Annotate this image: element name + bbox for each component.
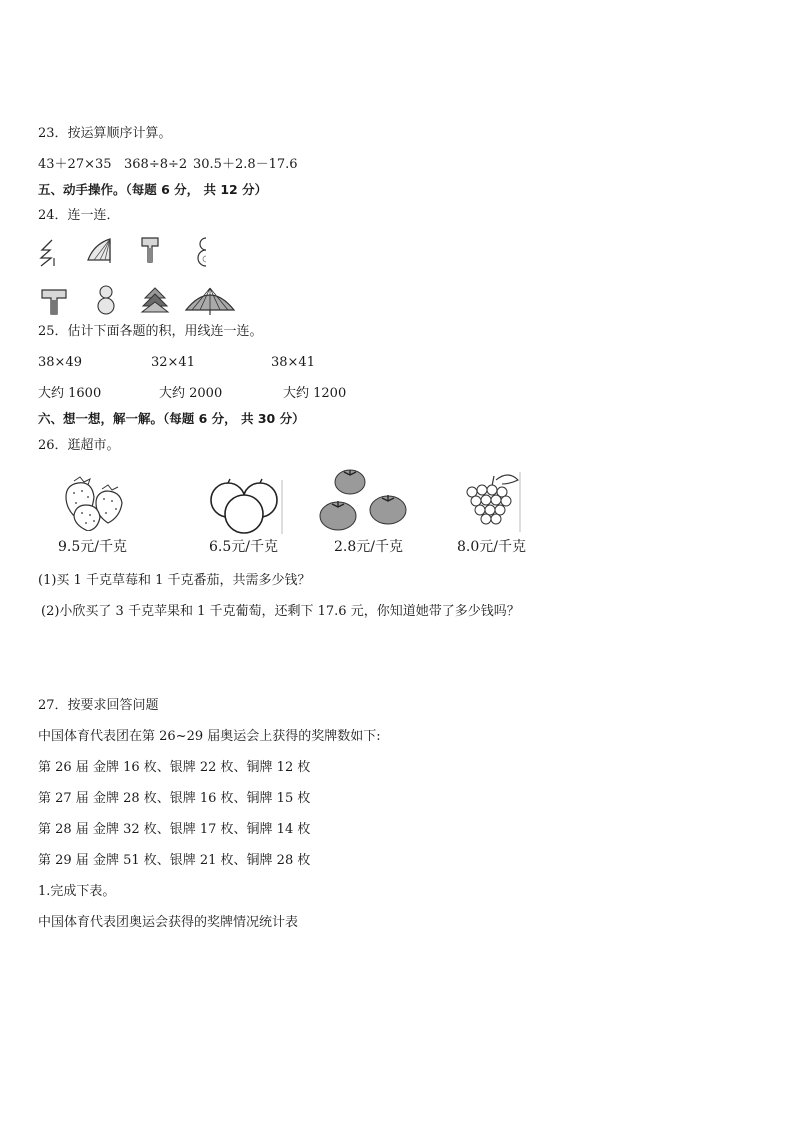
- strawberry-icon: [62, 475, 128, 531]
- grape-price: 8.0元/千克: [457, 539, 526, 555]
- q25-product-3: 38×41: [271, 355, 315, 370]
- q23-expression-2: 368÷8÷2: [124, 157, 188, 172]
- q24-title: 24．连一连．: [38, 208, 120, 223]
- q23-expression-3: 30.5＋2.8－17.6: [193, 157, 298, 172]
- half-tree-icon: [38, 238, 60, 268]
- apple-price: 6.5元/千克: [209, 539, 278, 555]
- q27-table-title: 中国体育代表团奥运会获得的奖牌情况统计表: [38, 915, 299, 930]
- q26-subquestion-1: (1)买 1 千克草莓和 1 千克番茄，共需多少钱？: [38, 573, 311, 588]
- tomato-price: 2.8元/千克: [334, 539, 403, 555]
- q25-product-1: 38×49: [38, 355, 82, 370]
- q27-intro: 中国体育代表团在第 26~29 届奥运会上获得的奖牌数如下:: [38, 729, 381, 744]
- section-5-heading: 五、动手操作。（每题 6 分， 共 12 分）: [38, 182, 268, 197]
- half-mushroom-icon: [140, 236, 162, 266]
- q25-product-2: 32×41: [151, 355, 195, 370]
- q26-subquestion-2: (2)小欣买了 3 千克苹果和 1 千克葡萄，还剩下 17.6 元，你知道她带了多少钱吗？: [41, 604, 520, 619]
- q27-line-26: 第 26 届 金牌 16 枚、银牌 22 枚、铜牌 12 枚: [38, 760, 311, 775]
- q23-expression-1: 43＋27×35: [38, 157, 112, 172]
- strawberry-price: 9.5元/千克: [58, 539, 127, 555]
- apple-icon: [206, 478, 286, 536]
- mushroom-icon: [40, 286, 68, 316]
- q27-line-28: 第 28 届 金牌 32 枚、银牌 17 枚、铜牌 14 枚: [38, 822, 311, 837]
- q27-task: 1.完成下表。: [38, 884, 116, 899]
- snowman-icon: [94, 284, 118, 316]
- tomato-icon: [318, 466, 410, 534]
- q27-line-27: 第 27 届 金牌 28 枚、银牌 16 枚、铜牌 15 枚: [38, 791, 311, 806]
- q26-title: 26．逛超市。: [38, 438, 120, 453]
- q27-line-29: 第 29 届 金牌 51 枚、银牌 21 枚、铜牌 28 枚: [38, 853, 311, 868]
- umbrella-icon: [184, 286, 236, 316]
- half-umbrella-icon: [86, 236, 114, 264]
- q25-title: 25．估计下面各题的积，用线连一连。: [38, 324, 263, 339]
- q23-title: 23．按运算顺序计算。: [38, 126, 172, 141]
- q25-estimate-3: 大约 1200: [283, 386, 347, 401]
- grape-icon: [462, 470, 524, 534]
- half-snowman-icon: [194, 236, 210, 268]
- q25-estimate-1: 大约 1600: [38, 386, 102, 401]
- q25-estimate-2: 大约 2000: [159, 386, 223, 401]
- q27-title: 27．按要求回答问题: [38, 698, 159, 713]
- tree-icon: [140, 286, 170, 316]
- section-6-heading: 六、想一想，解一解。（每题 6 分， 共 30 分）: [38, 411, 305, 426]
